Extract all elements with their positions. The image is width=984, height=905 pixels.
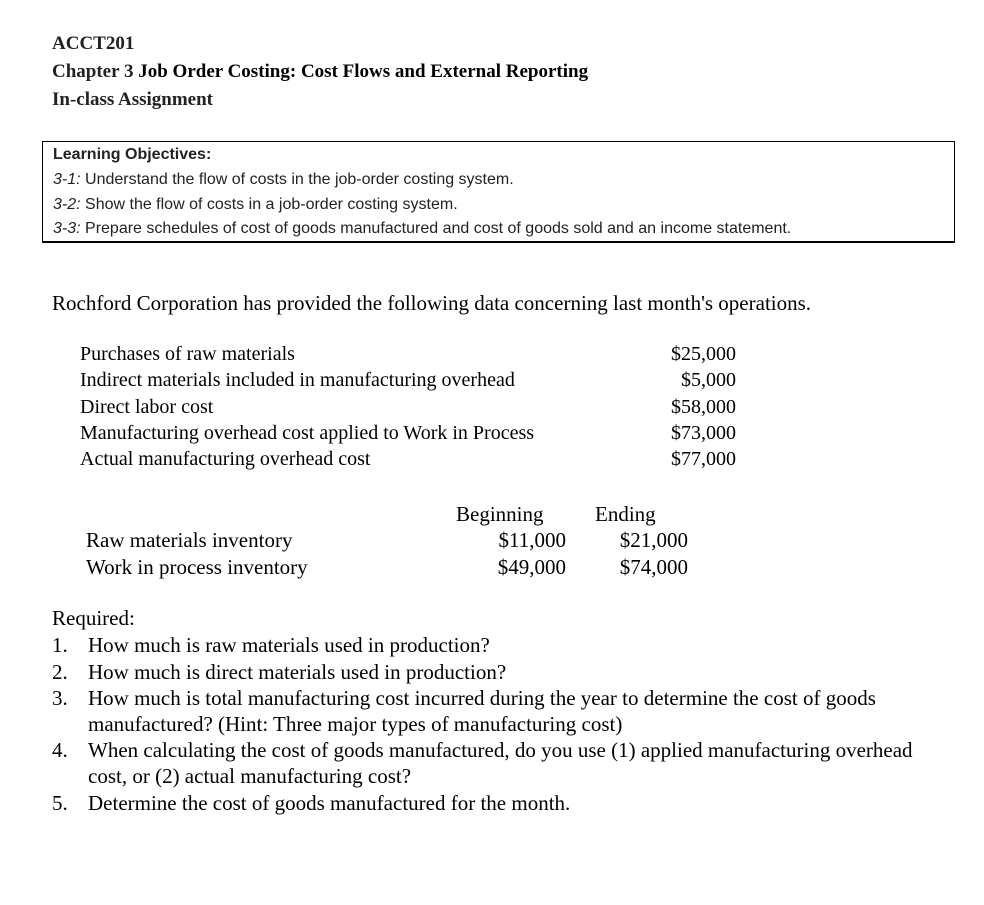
question-text: How much is total manufacturing cost incurred during the year to determine the cost of goods manufactured? (Hint: Three major types of manufacturing cost) [88, 686, 876, 736]
required-heading: Required: [52, 606, 135, 630]
column-header-ending: Ending [595, 502, 656, 526]
question-number: 4. [52, 738, 68, 762]
cost-label: Purchases of raw materials [80, 343, 295, 365]
cost-data-row [80, 343, 736, 369]
inventory-ending: $74,000 [619, 555, 688, 579]
question-text: When calculating the cost of goods manufactured, do you use (1) applied manufacturing overhead cost, or (2) actual manufacturing cost? [88, 738, 913, 788]
cost-amount: $5,000 [681, 369, 736, 391]
cost-data-row [80, 448, 736, 474]
inventory-row [86, 528, 688, 555]
question-text: Determine the cost of goods manufactured for the month. [88, 791, 571, 815]
cost-label: Manufacturing overhead cost applied to Work in Process [80, 422, 535, 444]
objective-code: 3-3: [53, 220, 81, 237]
cost-label: Indirect materials included in manufacturing overhead [80, 369, 515, 391]
cost-data-row [80, 422, 736, 448]
inventory-label: Work in process inventory [86, 555, 308, 579]
cost-amount: $77,000 [671, 448, 736, 470]
objective-text: Prepare schedules of cost of goods manufactured and cost of goods sold and an income statement. [80, 220, 792, 237]
cost-amount: $58,000 [671, 396, 736, 418]
question-text: How much is direct materials used in production? [88, 660, 507, 684]
objective-item [53, 196, 458, 214]
cost-data-row [80, 369, 736, 395]
chapter-title: Job Order Costing: Cost Flows and External Reporting [138, 61, 589, 82]
cost-amount: $73,000 [671, 422, 736, 444]
inventory-label: Raw materials inventory [86, 528, 293, 552]
intro-paragraph: Rochford Corporation has provided the following data concerning last month's operations. [52, 291, 812, 315]
inventory-beginning: $11,000 [498, 528, 566, 552]
column-header-beginning: Beginning [456, 502, 544, 526]
objective-code: 3-1: [53, 171, 81, 188]
inventory-ending: $21,000 [619, 528, 688, 552]
cost-amount: $25,000 [671, 343, 736, 365]
cost-label: Actual manufacturing overhead cost [80, 448, 371, 470]
course-code: ACCT201 [52, 33, 135, 54]
objective-code: 3-2: [53, 196, 81, 213]
objective-item [53, 220, 791, 238]
inventory-beginning: $49,000 [497, 555, 566, 579]
inventory-row [86, 555, 688, 582]
assignment-title: In-class Assignment [52, 89, 213, 110]
cost-data-row [80, 396, 736, 422]
question-number: 3. [52, 686, 68, 710]
cost-label: Direct labor cost [80, 396, 214, 418]
chapter-number: Chapter 3 [52, 61, 134, 82]
question-text: How much is raw materials used in production? [88, 633, 490, 657]
question-number: 2. [52, 660, 68, 684]
question-number: 1. [52, 633, 68, 657]
objective-item [53, 171, 514, 189]
question-number: 5. [52, 791, 68, 815]
objective-text: Understand the flow of costs in the job-order costing system. [80, 171, 514, 188]
chapter-heading [52, 60, 588, 84]
objectives-title: Learning Objectives: [53, 146, 212, 163]
objective-text: Show the flow of costs in a job-order costing system. [80, 196, 458, 213]
learning-objectives-box [42, 141, 955, 243]
